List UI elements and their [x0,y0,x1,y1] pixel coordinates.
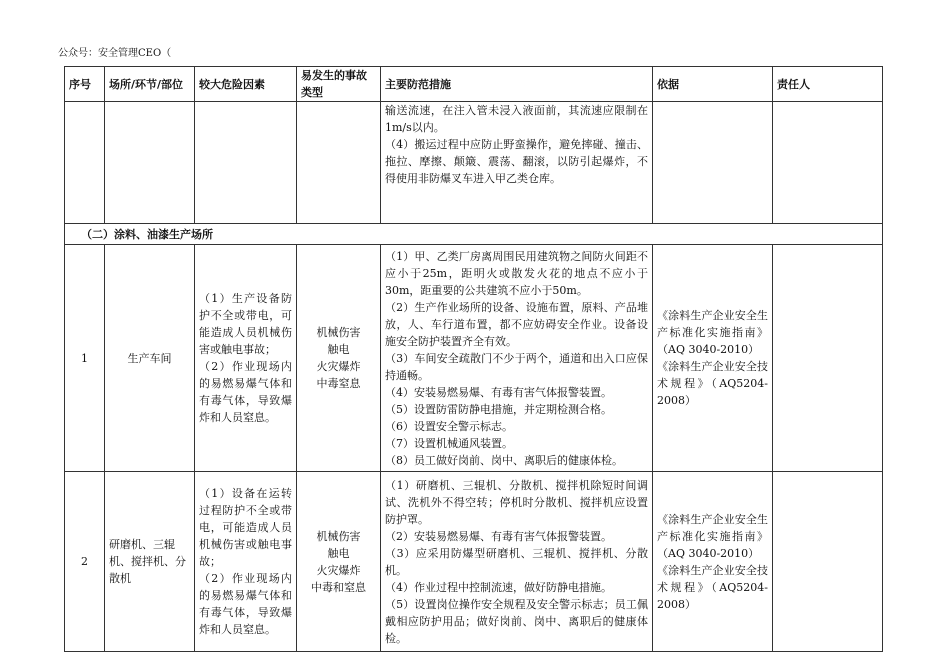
hazard-table [64,66,883,652]
table-row [65,245,883,472]
table-row [65,472,883,652]
basis-line: 《涂料生产企业安全生产标准化实施指南》（AQ 3040-2010） [657,512,768,560]
measure-line: （8）员工做好岗前、岗中、离职后的健康体检。 [385,453,623,467]
accident-type: 触电 [327,546,350,560]
cell-accident [297,472,381,652]
measure-line: （3）车间安全疏散门不少于两个，通道和出入口应保持通畅。 [385,351,648,382]
basis-line: 《涂料生产企业安全生产标准化实施指南》（AQ 3040-2010） [657,309,768,356]
header-basis: 依据 [653,67,773,102]
cell-owner [773,245,883,472]
measure-line: （5）设置岗位操作安全规程及安全警示标志；员工佩戴相应防护用品；做好岗前、岗中、离职后的健康体检。 [385,597,648,645]
cell-hazard [195,245,297,472]
basis-line: 《涂料生产企业安全技术规程》（AQ5204-2008） [657,563,768,611]
hazard-line: （2）作业现场内的易燃易爆气体和有毒气体，导致爆炸和人员窒息。 [199,572,292,636]
cell-accident [297,245,381,472]
cell-no: 2 [65,472,105,652]
hazard-line: （2）作业现场内的易燃易爆气体和有毒气体，导致爆炸和人员窒息。 [199,360,292,424]
accident-type: 中毒窒息 [316,377,361,390]
hazard-line: （1）设备在运转过程防护不全或带电，可能造成人员机械伤害或触电事故； [199,487,292,568]
cell-basis [653,245,773,472]
header-measures: 主要防范措施 [381,67,653,102]
cell-no: 1 [65,245,105,472]
measure-line: （1）研磨机、三辊机、分散机、搅拌机除短时间调试、洗机外不得空转；停机时分散机、搅拌机应设置防护罩。 [385,478,648,526]
cell-measures [381,472,653,652]
source-label: 公众号：安全管理CEO（ [58,48,172,59]
hazard-line: （1）生产设备防护不全或带电，可能造成人员机械伤害或触电事故； [199,292,292,356]
header-no: 序号 [65,67,105,102]
measure-line: （5）设置防雷防静电措施，并定期检测合格。 [385,402,612,416]
header-location: 场所/环节/部位 [105,67,195,102]
header-accident: 易发生的事故类型 [297,67,381,102]
table-header-row [65,67,883,102]
measure-line: （1）甲、乙类厂房离周围民用建筑物之间防火间距不应小于25m，距明火或散发火花的地点不应小于30m，距重要的公共建筑不应小于50m。 [385,249,648,297]
measure-line: （4）搬运过程中应防止野蛮操作，避免摔碰、撞击、拖拉、摩擦、颠簸、震荡、翻滚，以防引起爆炸，不得使用非防爆叉车进入甲乙类仓库。 [385,138,648,185]
cell-empty [65,102,105,224]
accident-type: 中毒和窒息 [311,580,366,594]
basis-line: 《涂料生产企业安全技术规程》（AQ5204-2008） [657,360,768,407]
cell-hazard [195,472,297,652]
measure-line: （4）安装易燃易爆、有毒有害气体报警装置。 [385,385,612,399]
accident-type: 机械伤害 [316,326,361,339]
cell-location: 生产车间 [105,245,195,472]
section-row [65,224,883,245]
header-hazard: 较大危险因素 [195,67,297,102]
cell-empty [195,102,297,224]
measure-line: （3）应采用防爆型研磨机、三辊机、搅拌机、分散机。 [385,546,648,577]
cell-empty [297,102,381,224]
cell-owner [773,472,883,652]
cell-measures [381,245,653,472]
table-row-continued [65,102,883,224]
cell-basis [653,472,773,652]
cell-empty [105,102,195,224]
accident-type: 火灾爆炸 [316,360,361,373]
measure-line: （2）安装易燃易爆、有毒有害气体报警装置。 [385,529,612,543]
cell-location: 研磨机、三辊机、搅拌机、分散机 [105,472,195,652]
cell-measures-continued [381,102,653,224]
accident-type: 触电 [327,343,350,356]
measure-line: （4）作业过程中控制流速，做好防静电措施。 [385,580,612,594]
cell-empty [653,102,773,224]
cell-empty [773,102,883,224]
accident-type: 火灾爆炸 [316,563,361,577]
section-title: （二）涂料、油漆生产场所 [65,224,883,245]
header-owner: 责任人 [773,67,883,102]
measure-line: （2）生产作业场所的设备、设施布置，原料、产品堆放，人、车行道布置，都不应妨碍安全作业。设备设施安全防护装置齐全有效。 [385,300,648,348]
measure-line: （6）设置安全警示标志。 [385,419,513,433]
measure-line: （7）设置机械通风装置。 [385,436,513,450]
accident-type: 机械伤害 [316,529,361,543]
measure-line: 输送流速，在注入管未浸入液面前，其流速应限制在1m/s以内。 [385,104,648,134]
